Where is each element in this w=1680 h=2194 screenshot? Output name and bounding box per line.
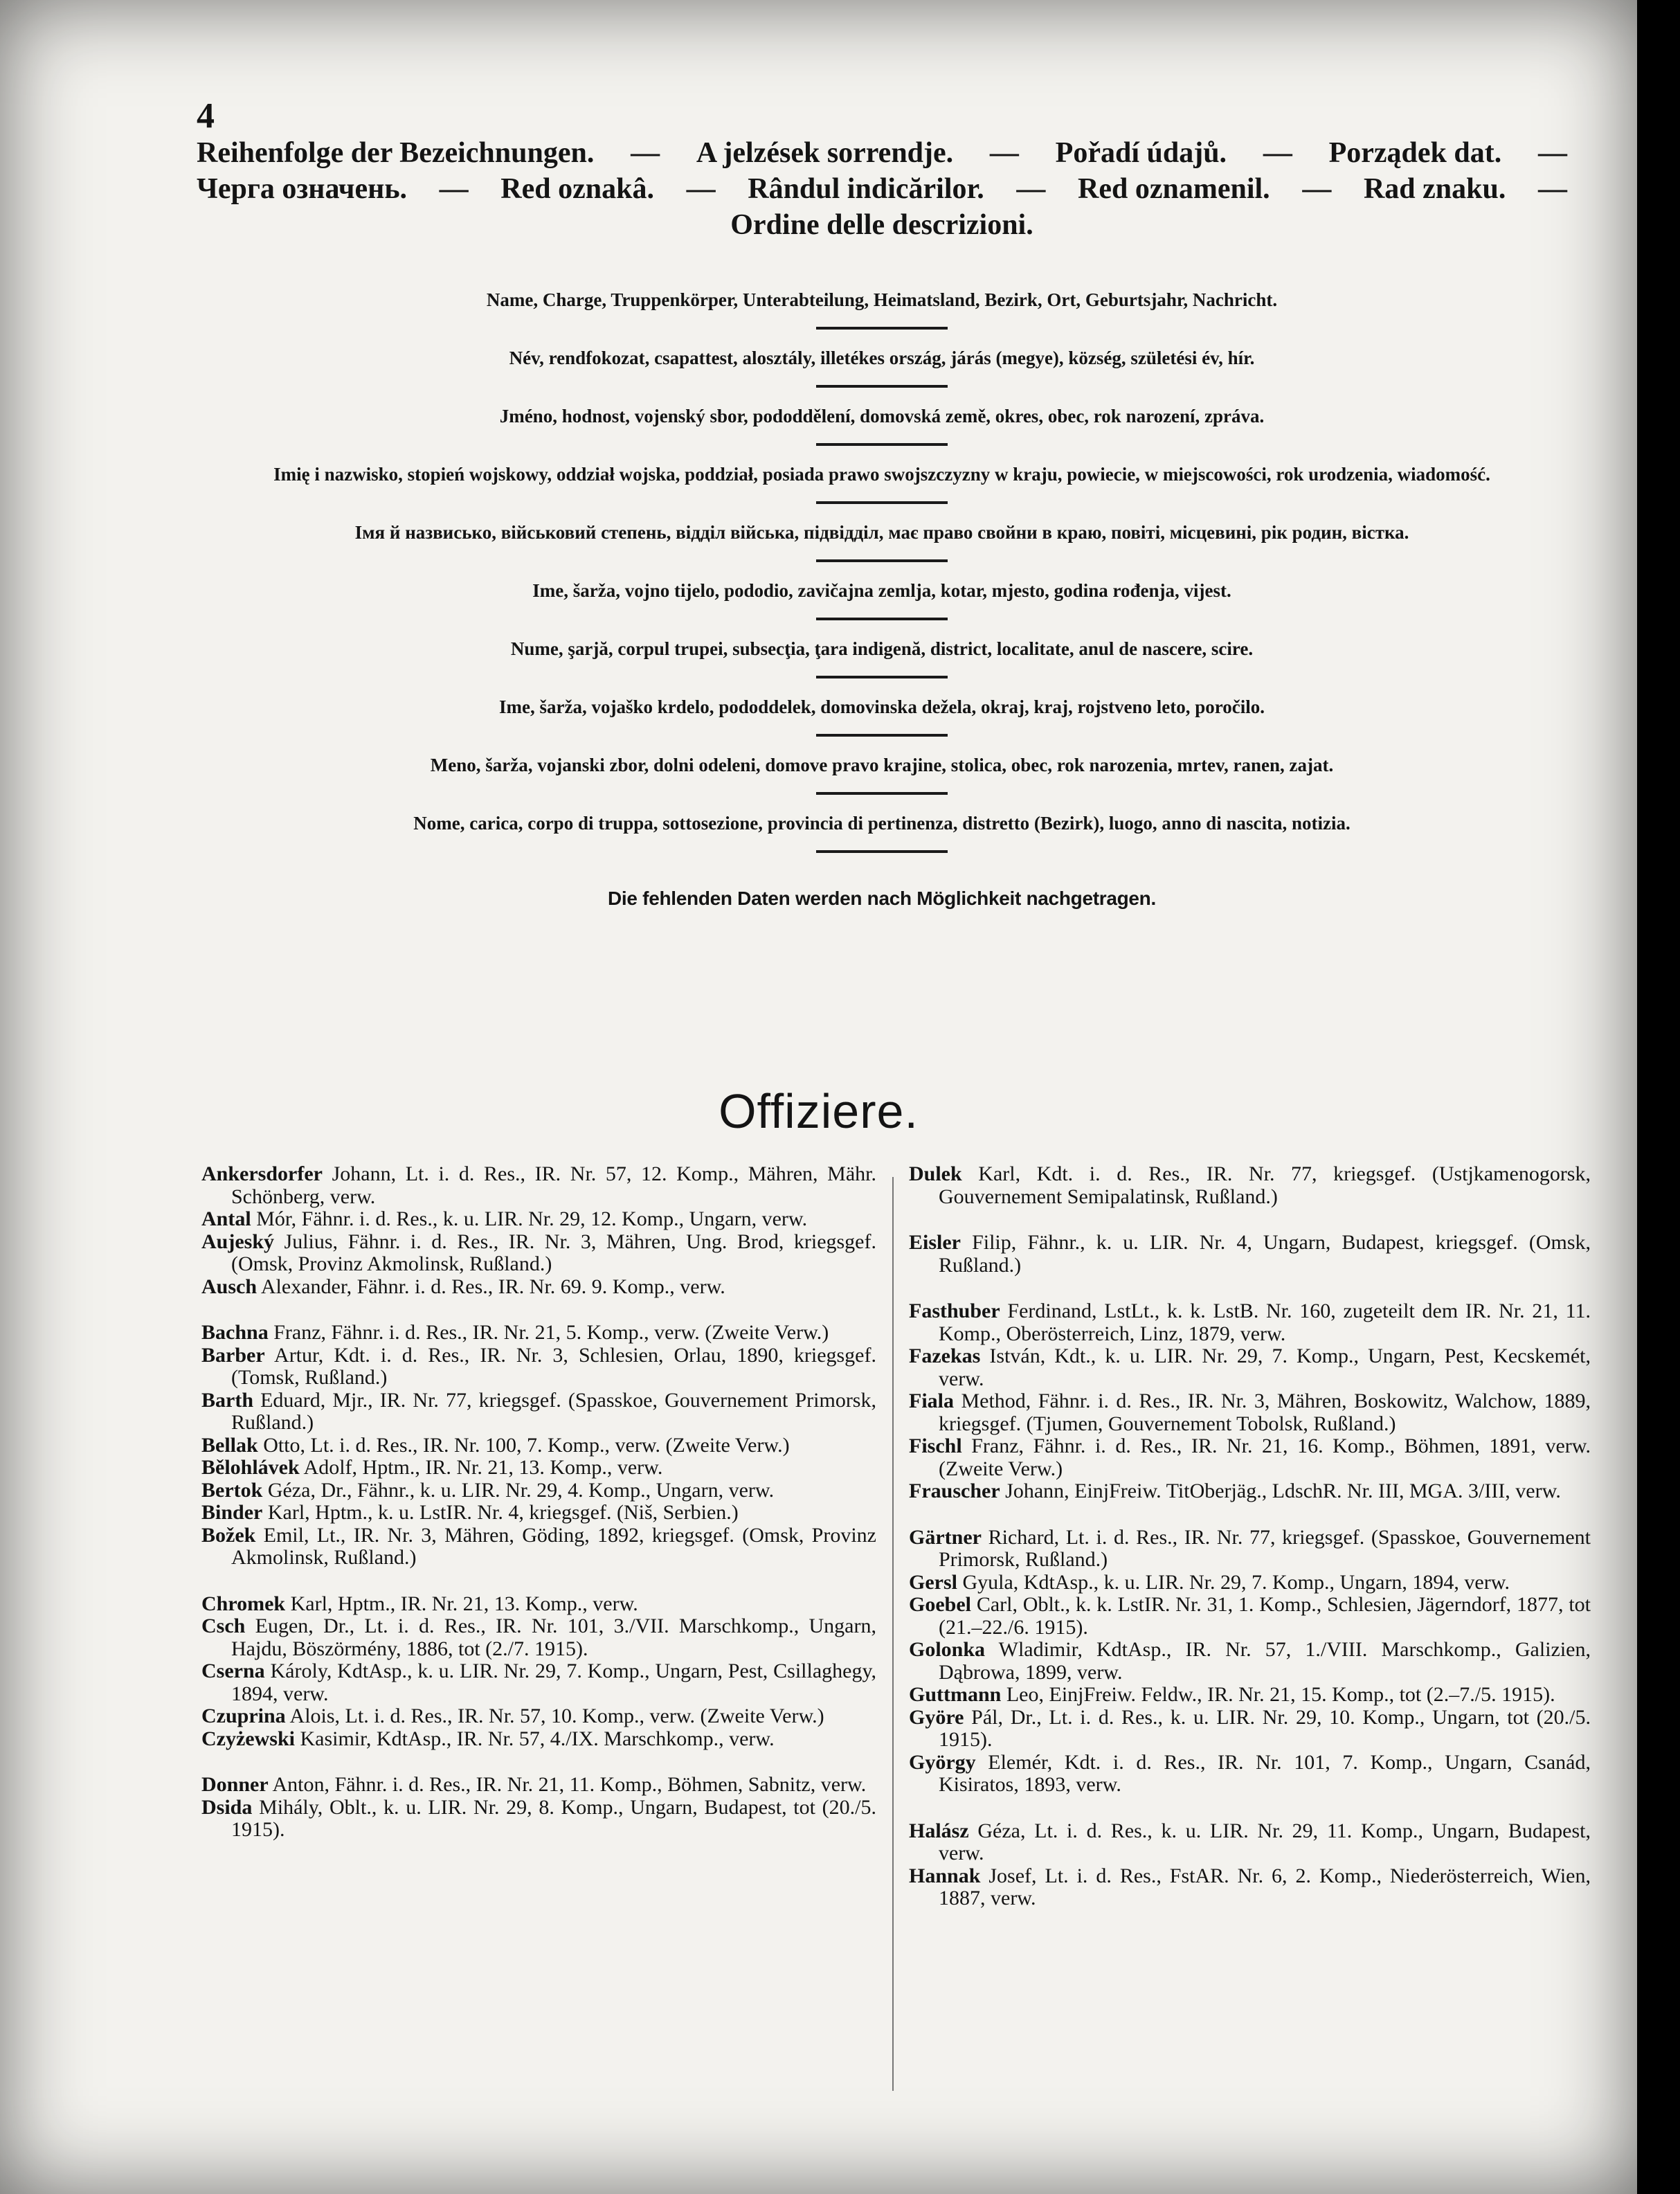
entry-details: Karl, Hptm., IR. Nr. 21, 13. Komp., verw. [285, 1592, 638, 1615]
divider [816, 792, 948, 795]
entry-surname: Dulek [909, 1162, 962, 1185]
divider [816, 443, 948, 446]
entry-details: Karl, Hptm., k. u. LstIR. Nr. 4, kriegsgef. (Niš, Serbien.) [262, 1501, 739, 1524]
casualty-entry [201, 1457, 876, 1480]
entry-surname: Ausch [201, 1275, 258, 1298]
entry-details: Method, Fähnr. i. d. Res., IR. Nr. 3, Mähren, Boskowitz, Walchow, 1889, kriegsgef. (Tjumen, Gouvernement Tobolsk, Rußland.) [939, 1390, 1591, 1435]
field-order-czech: Jméno, hodnost, vojenský sbor, pododdělení, domovská země, okres, obec, rok narození, zpráva. [499, 406, 1265, 426]
entry-surname: Bělohlávek [201, 1456, 300, 1479]
casualty-entry [201, 1525, 876, 1570]
entry-surname: Bellak [201, 1433, 258, 1457]
entry-details: Géza, Dr., Fähnr., k. u. LIR. Nr. 29, 4. Komp., Ungarn, verw. [262, 1478, 775, 1502]
field-order-german: Name, Charge, Truppenkörper, Unterabteilung, Heimatsland, Bezirk, Ort, Geburtsjahr, Nachricht. [486, 289, 1278, 310]
field-order-list [197, 287, 1567, 910]
header-dash: — [631, 137, 660, 169]
entry-details: Karl, Kdt. i. d. Res., IR. Nr. 77, kriegsgef. (Ustjkamenogorsk, Gouvernement Semipalatinsk, Rußland.) [939, 1162, 1591, 1208]
divider [816, 385, 948, 388]
casualty-entry [201, 1615, 876, 1660]
divider [816, 850, 948, 853]
entry-surname: Fazekas [909, 1345, 981, 1367]
casualty-entry [201, 1705, 876, 1728]
entry-details: Eduard, Mjr., IR. Nr. 77, kriegsgef. (Spasskoe, Gouvernement Primorsk, Rußland.) [231, 1388, 876, 1434]
divider [816, 618, 948, 620]
casualty-entry [201, 1728, 876, 1751]
casualty-entry [201, 1774, 876, 1797]
header-section [197, 135, 1567, 243]
casualty-entry [201, 1797, 876, 1842]
left-column [201, 1163, 876, 1842]
entry-details: Gyula, KdtAsp., k. u. LIR. Nr. 29, 7. Komp., Ungarn, 1894, verw. [957, 1570, 1510, 1594]
header-item: A jelzések sorrendje. [696, 137, 954, 169]
casualty-entry [909, 1300, 1591, 1345]
entry-details: Mór, Fähnr. i. d. Res., k. u. LIR. Nr. 29, 12. Komp., Ungarn, verw. [251, 1207, 808, 1230]
entry-details: Pál, Dr., Lt. i. d. Res., k. u. LIR. Nr. 29, 10. Komp., Ungarn, tot (20./5. 1915). [939, 1705, 1591, 1751]
entry-surname: Fiala [909, 1390, 954, 1412]
entry-surname: Antal [201, 1207, 251, 1230]
casualty-entry [909, 1527, 1591, 1572]
entry-details: Eugen, Dr., Lt. i. d. Res., IR. Nr. 101, 3./VII. Marschkomp., Ungarn, Hajdu, Böszörmény, 1886, tot (2./7. 1915). [231, 1615, 876, 1660]
entry-surname: Aujeský [201, 1230, 275, 1253]
header-dash: — [1537, 137, 1567, 169]
entry-details: István, Kdt., k. u. LIR. Nr. 29, 7. Komp., Ungarn, Pest, Kecskemét, verw. [939, 1345, 1591, 1390]
entry-surname: Ankersdorfer [201, 1162, 323, 1185]
header-item: Черга означень. [197, 173, 408, 205]
casualty-entry [909, 1390, 1591, 1435]
casualty-entry [201, 1593, 876, 1616]
casualty-entry [201, 1345, 876, 1390]
casualty-entry [909, 1435, 1591, 1480]
casualty-entry [909, 1752, 1591, 1797]
entry-surname: Györe [909, 1705, 964, 1729]
entry-details: Julius, Fähnr. i. d. Res., IR. Nr. 3, Mähren, Ung. Brod, kriegsgef. (Omsk, Provinz Akmolinsk, Rußland.) [231, 1230, 876, 1275]
right-column [909, 1163, 1591, 1910]
divider [816, 559, 948, 562]
divider [816, 676, 948, 678]
entry-details: Josef, Lt. i. d. Res., FstAR. Nr. 6, 2. Komp., Niederösterreich, Wien, 1887, verw. [939, 1864, 1591, 1909]
entry-surname: Donner [201, 1773, 269, 1796]
casualty-entry [201, 1660, 876, 1705]
entry-surname: Frauscher [909, 1480, 1000, 1502]
field-order-polish: Imię i nazwisko, stopień wojskowy, oddział wojska, poddział, posiada prawo swojszczyzny w kraju, powiecie, w miejscowości, rok urodzenia, wiadomość. [273, 464, 1490, 485]
entry-surname: Goebel [909, 1593, 971, 1616]
entry-surname: Czyżewski [201, 1727, 295, 1750]
entry-details: Wladimir, KdtAsp., IR. Nr. 57, 1./VIII. Marschkomp., Galizien, Dąbrowa, 1899, verw. [939, 1638, 1591, 1684]
entry-surname: Gärtner [909, 1525, 982, 1549]
entry-details: Johann, Lt. i. d. Res., IR. Nr. 57, 12. Komp., Mähren, Mähr. Schönberg, verw. [231, 1162, 876, 1208]
casualty-entry [909, 1865, 1591, 1910]
casualty-entry [909, 1594, 1591, 1639]
casualty-entry [909, 1480, 1591, 1503]
casualty-entry [909, 1820, 1591, 1865]
casualty-entry [201, 1502, 876, 1525]
casualty-entry [201, 1276, 876, 1299]
field-order-romanian: Nume, şarjă, corpul trupei, subsecţia, ţara indigenă, district, localitate, anul de nascere, scire. [510, 638, 1254, 659]
entry-details: Franz, Fähnr. i. d. Res., IR. Nr. 21, 5. Komp., verw. (Zweite Verw.) [268, 1321, 829, 1344]
entry-details: Leo, EinjFreiw. Feldw., IR. Nr. 21, 15. Komp., tot (2.–7./5. 1915). [1001, 1683, 1555, 1706]
casualty-entry [201, 1208, 876, 1231]
divider [816, 327, 948, 330]
casualty-entry [201, 1390, 876, 1435]
casualty-entry [201, 1435, 876, 1457]
entry-details: Emil, Lt., IR. Nr. 3, Mähren, Göding, 1892, kriegsgef. (Omsk, Provinz Akmolinsk, Rußland.) [231, 1523, 876, 1569]
header-item: Ordine delle descrizioni. [730, 209, 1033, 241]
casualty-entry [909, 1163, 1591, 1208]
field-order-ruthenian: Імя й назвисько, військовий степень, відділ війська, підвідділ, має право свойни в краю, повіті, місцевині, рік родин, вістка. [354, 522, 1409, 543]
entry-surname: Barber [201, 1343, 265, 1367]
field-order-croatian: Ime, šarža, vojno tijelo, pododio, zavičajna zemlja, kotar, mjesto, godina rođenja, vijest. [532, 580, 1231, 601]
header-item: Rândul indicărilor. [748, 173, 984, 205]
entry-details: Géza, Lt. i. d. Res., k. u. LIR. Nr. 29, 11. Komp., Ungarn, Budapest, verw. [939, 1819, 1591, 1864]
entry-surname: Czuprina [201, 1705, 286, 1727]
entry-surname: Golonka [909, 1638, 986, 1661]
header-line-1 [197, 135, 1567, 171]
entry-surname: Barth [201, 1388, 253, 1412]
header-line-2 [197, 171, 1567, 207]
entry-details: Artur, Kdt. i. d. Res., IR. Nr. 3, Schlesien, Orlau, 1890, kriegsgef. (Tomsk, Rußland.) [231, 1343, 876, 1389]
entry-surname: Dsida [201, 1795, 253, 1819]
field-order-hungarian: Név, rendfokozat, csapattest, alosztály, illetékes ország, járás (megye), község, születési év, hír. [509, 348, 1255, 368]
entry-surname: Halász [909, 1819, 969, 1842]
entry-surname: Binder [201, 1501, 263, 1524]
entry-surname: Gersl [909, 1570, 957, 1594]
header-dash: — [686, 173, 716, 205]
entry-surname: Hannak [909, 1864, 981, 1887]
entry-details: Anton, Fähnr. i. d. Res., IR. Nr. 21, 11. Komp., Böhmen, Sabnitz, verw. [268, 1773, 867, 1796]
entry-details: Filip, Fähnr., k. u. LIR. Nr. 4, Ungarn, Budapest, kriegsgef. (Omsk, Rußland.) [939, 1231, 1591, 1277]
field-order-slovak: Meno, šarža, vojanski zbor, dolni odeleni, domove pravo krajine, stolica, obec, rok narozenia, mrtev, ranen, zajat. [430, 755, 1334, 775]
header-dash: — [1016, 173, 1046, 205]
entry-details: Kasimir, KdtAsp., IR. Nr. 57, 4./IX. Marschkomp., verw. [294, 1727, 775, 1750]
divider [816, 501, 948, 504]
header-dash: — [1537, 173, 1567, 205]
header-item: Red oznakâ. [500, 173, 654, 205]
casualty-entry [201, 1322, 876, 1345]
entry-surname: Fasthuber [909, 1300, 1000, 1322]
header-dash: — [1302, 173, 1332, 205]
entry-details: Károly, KdtAsp., k. u. LIR. Nr. 29, 7. Komp., Ungarn, Pest, Csillaghegy, 1894, verw. [231, 1660, 876, 1705]
entry-surname: Cserna [201, 1660, 265, 1682]
entry-details: Elemér, Kdt. i. d. Res., IR. Nr. 101, 7. Komp., Ungarn, Csanád, Kisiratos, 1893, verw. [939, 1750, 1591, 1796]
casualty-entry [909, 1639, 1591, 1684]
field-order-italian: Nome, carica, corpo di truppa, sottosezione, provincia di pertinenza, distretto (Bezirk), luogo, anno di nascita, notizia. [413, 813, 1351, 834]
header-item: Pořadí údajů. [1055, 137, 1227, 169]
casualty-entry [201, 1480, 876, 1502]
entry-surname: Bertok [201, 1478, 263, 1502]
entry-details: Carl, Oblt., k. k. LstIR. Nr. 31, 1. Komp., Schlesien, Jägerndorf, 1877, tot (21.–22./6. 1915). [939, 1593, 1591, 1639]
casualty-entry [909, 1684, 1591, 1707]
header-line-3 [197, 207, 1567, 243]
page-number: 4 [197, 96, 215, 136]
section-title: Offiziere. [719, 1084, 919, 1138]
casualty-entry [909, 1572, 1591, 1594]
casualty-entry [909, 1232, 1591, 1277]
entry-surname: Bachna [201, 1321, 269, 1344]
entry-details: Otto, Lt. i. d. Res., IR. Nr. 100, 7. Komp., verw. (Zweite Verw.) [258, 1433, 790, 1457]
casualty-entry [909, 1345, 1591, 1390]
casualty-entry [201, 1163, 876, 1208]
field-order-slovenian: Ime, šarža, vojaško krdelo, pododdelek, domovinska dežela, okraj, kraj, rojstveno leto, poročilo. [499, 696, 1265, 717]
header-item: Porządek dat. [1328, 137, 1502, 169]
entry-surname: György [909, 1750, 976, 1774]
header-item: Rad znaku. [1363, 173, 1506, 205]
entry-details: Adolf, Hptm., IR. Nr. 21, 13. Komp., verw. [299, 1456, 663, 1479]
header-dash: — [439, 173, 469, 205]
entry-details: Ferdinand, LstLt., k. k. LstB. Nr. 160, zugeteilt dem IR. Nr. 21, 11. Komp., Oberösterreich, Linz, 1879, verw. [939, 1300, 1591, 1345]
entry-surname: Eisler [909, 1231, 961, 1254]
entry-surname: Božek [201, 1523, 256, 1547]
entry-details: Franz, Fähnr. i. d. Res., IR. Nr. 21, 16. Komp., Böhmen, 1891, verw. (Zweite Verw.) [939, 1435, 1591, 1480]
header-item: Reihenfolge der Bezeichnungen. [197, 137, 595, 169]
casualty-entry [909, 1707, 1591, 1752]
entry-details: Alois, Lt. i. d. Res., IR. Nr. 57, 10. Komp., verw. (Zweite Verw.) [285, 1705, 824, 1727]
entry-details: Richard, Lt. i. d. Res., IR. Nr. 77, kriegsgef. (Spasskoe, Gouvernement Primorsk, Rußland.) [939, 1525, 1591, 1571]
divider [816, 734, 948, 737]
entry-surname: Guttmann [909, 1683, 1002, 1706]
entry-details: Johann, EinjFreiw. TitOberjäg., LdschR. Nr. III, MGA. 3/III, verw. [1000, 1480, 1561, 1502]
header-dash: — [1263, 137, 1292, 169]
entry-details: Mihály, Oblt., k. u. LIR. Nr. 29, 8. Komp., Ungarn, Budapest, tot (20./5. 1915). [231, 1795, 876, 1841]
entry-surname: Chromek [201, 1592, 286, 1615]
column-divider [892, 1177, 894, 2091]
header-item: Red oznamenil. [1078, 173, 1270, 205]
missing-data-note: Die fehlenden Daten werden nach Möglichkeit nachgetragen. [608, 888, 1156, 909]
entry-surname: Csch [201, 1615, 246, 1637]
casualty-entry [201, 1231, 876, 1276]
entry-surname: Fischl [909, 1435, 962, 1457]
entry-details: Alexander, Fähnr. i. d. Res., IR. Nr. 69. 9. Komp., verw. [257, 1275, 725, 1298]
header-dash: — [989, 137, 1019, 169]
